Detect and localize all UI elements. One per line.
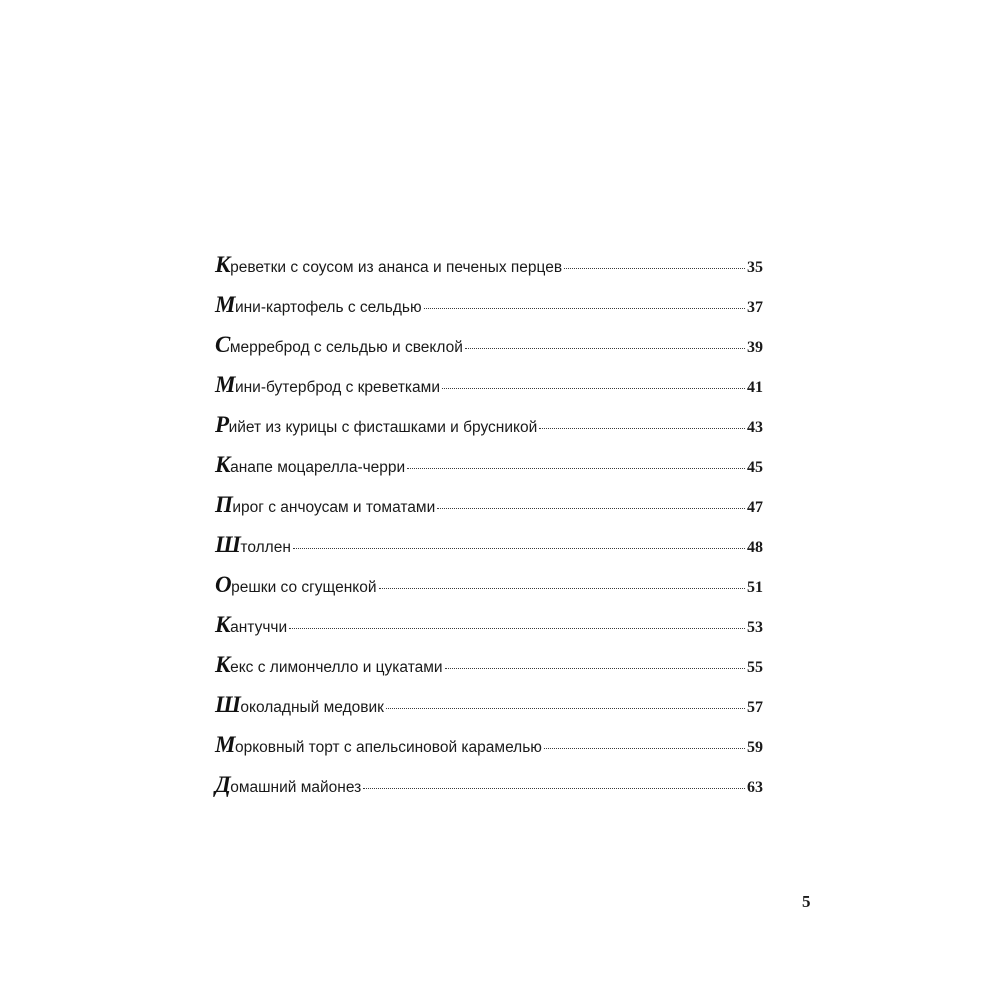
entry-page-number: 41 <box>747 379 763 396</box>
entry-page-number: 37 <box>747 299 763 316</box>
entry-title <box>215 610 287 643</box>
entry-text: реветки с соусом из ананса и печеных перцев <box>230 259 563 276</box>
entry-text: ийет из курицы с фисташками и брусникой <box>228 419 538 436</box>
entry-title <box>215 690 384 723</box>
dot-leader <box>379 587 745 589</box>
dot-leader <box>363 787 745 789</box>
entry-initial: К <box>215 252 231 277</box>
dot-leader <box>437 507 745 509</box>
entry-title <box>215 410 537 443</box>
entry-title <box>215 330 463 363</box>
entry-text: ирог с анчоусам и томатами <box>232 499 436 516</box>
dot-leader <box>564 267 745 269</box>
toc-entry <box>215 370 763 410</box>
toc-entry <box>215 730 763 770</box>
entry-initial: М <box>215 732 235 757</box>
toc-entry <box>215 690 763 730</box>
dot-leader <box>407 467 745 469</box>
entry-text: орковный торт с апельсиновой карамелью <box>234 739 542 756</box>
table-of-contents <box>215 250 763 810</box>
entry-initial: М <box>215 372 235 397</box>
entry-initial: Ш <box>215 692 241 717</box>
entry-text: толлен <box>240 539 291 556</box>
entry-initial: Д <box>215 772 231 797</box>
toc-entry <box>215 610 763 650</box>
dot-leader <box>442 387 745 389</box>
entry-page-number: 51 <box>747 579 763 596</box>
entry-text: ини-картофель с сельдью <box>234 299 422 316</box>
page-number: 5 <box>802 892 811 911</box>
entry-page-number: 43 <box>747 419 763 436</box>
entry-page-number: 57 <box>747 699 763 716</box>
entry-page-number: 35 <box>747 259 763 276</box>
entry-title <box>215 370 440 403</box>
entry-initial: Р <box>215 412 229 437</box>
entry-title <box>215 530 291 563</box>
dot-leader <box>386 707 745 709</box>
entry-text: ини-бутерброд с креветками <box>234 379 440 396</box>
dot-leader <box>289 627 745 629</box>
entry-text: решки со сгущенкой <box>231 579 377 596</box>
entry-text: анапе моцарелла-черри <box>230 459 406 476</box>
toc-entry <box>215 770 763 810</box>
dot-leader <box>424 307 745 309</box>
entry-page-number: 55 <box>747 659 763 676</box>
toc-entry <box>215 290 763 330</box>
entry-text: омашний майонез <box>230 779 362 796</box>
entry-title <box>215 570 377 603</box>
toc-entry <box>215 450 763 490</box>
entry-title <box>215 250 562 283</box>
entry-initial: К <box>215 452 231 477</box>
entry-title <box>215 450 405 483</box>
entry-title <box>215 650 443 683</box>
entry-text: екс с лимончелло и цукатами <box>230 659 443 676</box>
toc-entry <box>215 490 763 530</box>
entry-initial: С <box>215 332 230 357</box>
entry-text: мерреброд с сельдью и свеклой <box>229 339 463 356</box>
entry-text: околадный медовик <box>240 699 384 716</box>
toc-entry <box>215 530 763 570</box>
dot-leader <box>293 547 745 549</box>
toc-entry <box>215 330 763 370</box>
entry-initial: О <box>215 572 232 597</box>
dot-leader <box>539 427 745 429</box>
entry-title <box>215 490 435 523</box>
toc-entry <box>215 650 763 690</box>
entry-page-number: 48 <box>747 539 763 556</box>
entry-title <box>215 730 542 763</box>
entry-page-number: 39 <box>747 339 763 356</box>
dot-leader <box>465 347 745 349</box>
dot-leader <box>544 747 745 749</box>
toc-entry <box>215 570 763 610</box>
entry-title <box>215 770 361 803</box>
toc-entry <box>215 410 763 450</box>
entry-page-number: 45 <box>747 459 763 476</box>
entry-initial: Ш <box>215 532 241 557</box>
toc-entry <box>215 250 763 290</box>
dot-leader <box>445 667 745 669</box>
entry-page-number: 63 <box>747 779 763 796</box>
entry-initial: П <box>215 492 233 517</box>
entry-text: антуччи <box>230 619 288 636</box>
entry-page-number: 53 <box>747 619 763 636</box>
entry-initial: М <box>215 292 235 317</box>
entry-page-number: 59 <box>747 739 763 756</box>
entry-page-number: 47 <box>747 499 763 516</box>
entry-title <box>215 290 422 323</box>
entry-initial: К <box>215 652 231 677</box>
entry-initial: К <box>215 612 231 637</box>
